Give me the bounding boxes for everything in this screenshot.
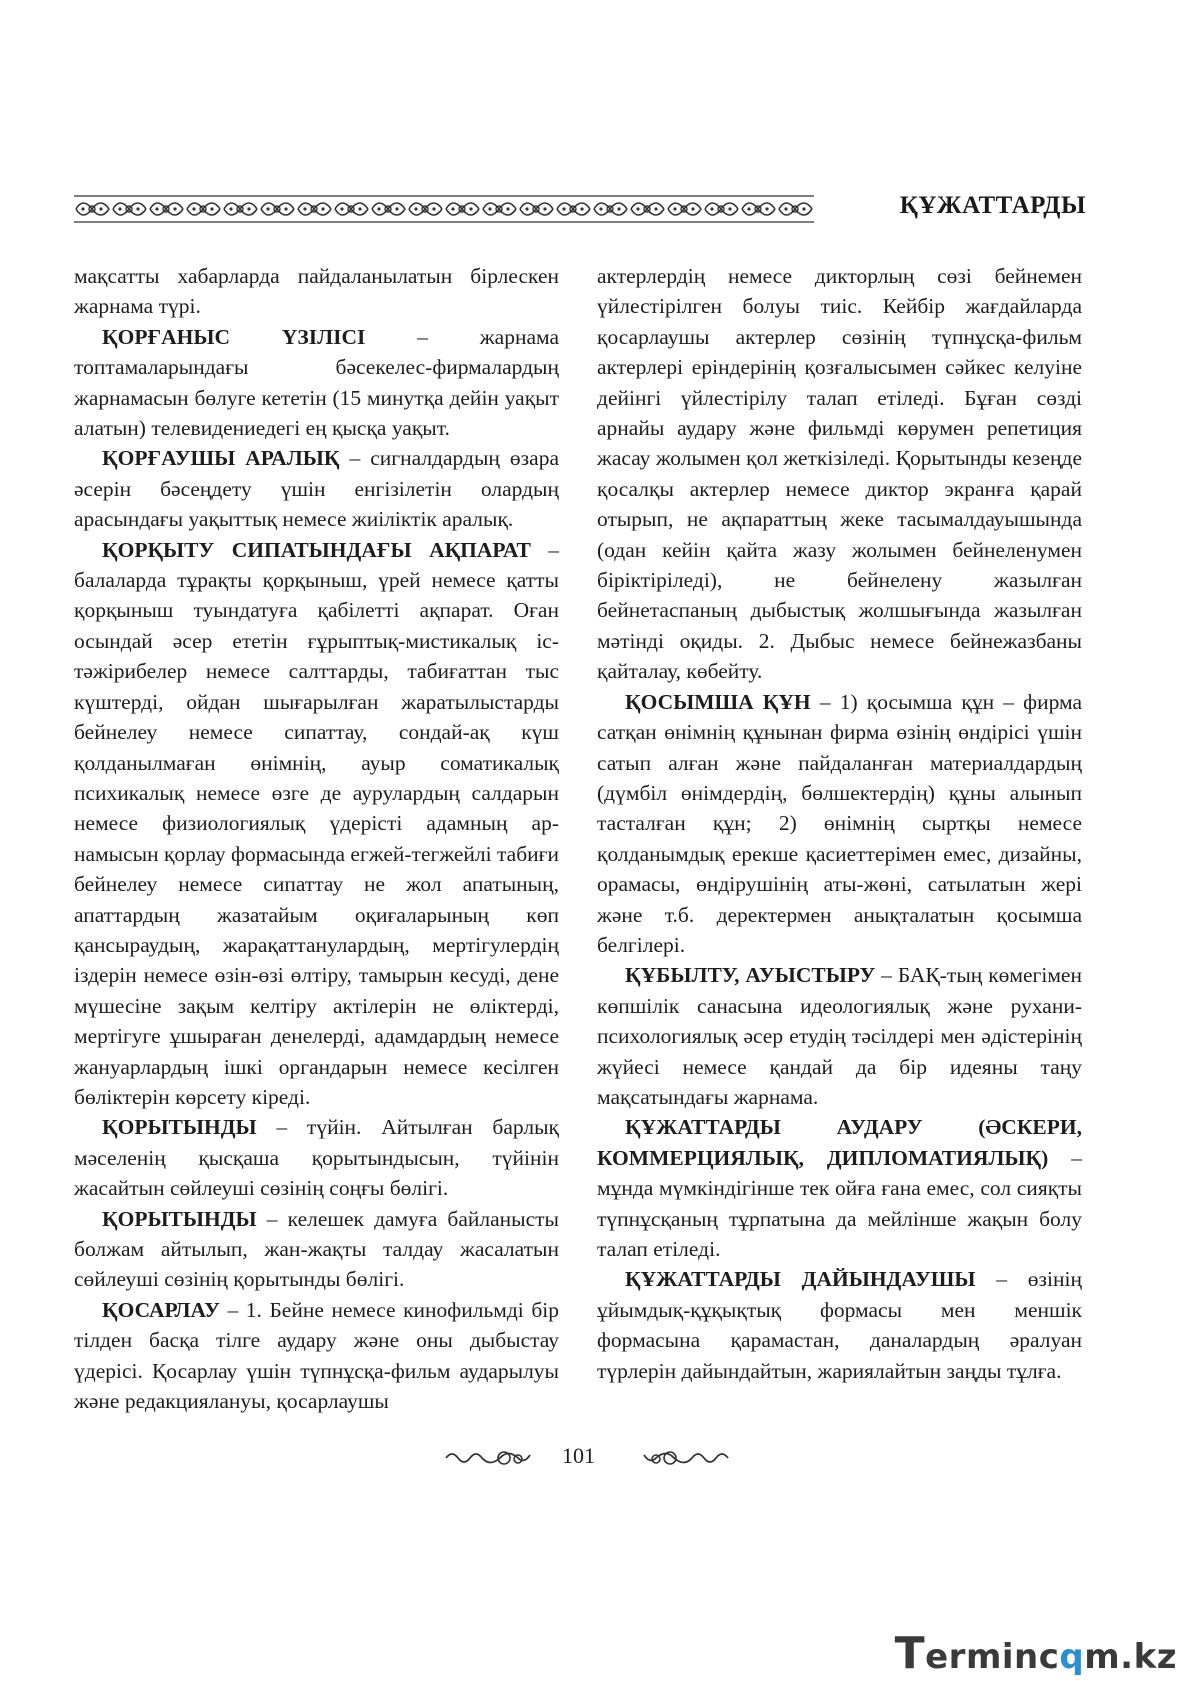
right-swirl-icon: [640, 1445, 730, 1471]
entry: [74, 322, 559, 444]
entry-term: ҚОСЫМША ҚҰН: [625, 689, 811, 714]
entry-text: – мұнда мүмкіндігінше тек ойға ғана емес, сол сияқты түпнұсқаның тұрпатына да мейлінше жақын болу талап етіледі.: [597, 1145, 1082, 1261]
entry-continuation: [597, 261, 1082, 687]
entry: [597, 687, 1082, 961]
entry-text: – сигналдардың өзара әсерін бәсеңдету үшін енгізілетін олардың арасындағы уақыттық немесе жиіліктік аралық.: [74, 446, 559, 532]
entry-text: – балаларда тұрақты қорқыныш, үрей немесе қатты қорқыныш туындатуға қабілетті ақпарат. Оған осындай әсер ететін ғұрыптық-мистикалық іс-тәжірибелер немесе салттарды, табиғаттан тыс күштерді, ойдан шығарылған жаратылыстарды бейнелеу немесе сипаттау, сондай-ақ күш қолданылмаған өнімнің, ауыр соматикалық психикалық немесе өзге де аурулардың салдарын немесе физиологиялық үдерісті адамның ар-намысын қорлау формасында егжей-тегжейлі табиғи бейнелеу немесе сипаттау не жол апатының, апаттардың жазатайым оқиғаларының көп қансыраудың, жарақаттанулардың, мертігулердің іздерін немесе өзін-өзі өлтіру, тамырын кесуді, дене мүшесіне зақым келтіру актілерін не өліктерді, мертігуге ұшыраған денелерді, адамдардың немесе жануарлардың ішкі органдарын немесе кесілген бөліктерін көрсету кіреді.: [74, 537, 559, 1109]
entry-text: – жарнама топтамаларындағы бәсекелес-фирмалардың жарнамасын бөлуге кететін (15 минутқа дейін уақыт алатын) телевидениедегі ең қысқа уақыт.: [74, 324, 559, 441]
header-title: ҚҰЖАТТАРДЫ: [899, 192, 1086, 219]
entry-term: ҚОРЫТЫНДЫ: [102, 1115, 257, 1140]
left-swirl-icon: [444, 1445, 534, 1471]
entry-term: ҚОРҒАУШЫ АРАЛЫҚ: [102, 446, 340, 471]
left-column: [74, 261, 559, 1416]
entry: [597, 1264, 1082, 1386]
entry-term: ҚОРЫТЫНДЫ: [102, 1206, 257, 1231]
entry-text: мақсатты хабарларда пайдаланылатын бірлескен жарнама түрі.: [74, 264, 559, 319]
watermark-logo: Termincqm.kz: [894, 1628, 1177, 1679]
entry-term: ҚҰБЫЛТУ, АУЫСТЫРУ: [625, 963, 876, 988]
entry: [74, 443, 559, 534]
entry-text: – өзінің ұйымдық-құқықтық формасы мен меншік формасына қарамастан, даналардың әралуан түрлерін дайындайтын, жариялайтын заңды тұлға.: [597, 1267, 1082, 1383]
running-header: [74, 192, 1086, 226]
entry-term: ҚҰЖАТТАРДЫ АУДАРУ (ӘСКЕРИ, КОММЕРЦИЯЛЫҚ, ДИПЛОМАТИЯЛЫҚ): [597, 1115, 1082, 1170]
page-number: 101: [562, 1443, 595, 1468]
entry: [597, 960, 1082, 1112]
entry: [74, 535, 559, 1113]
entry: [597, 1112, 1082, 1264]
ornamental-border-icon: [74, 194, 814, 224]
entry: [74, 1295, 559, 1417]
entry-term: ҚОРҒАНЫС ҮЗІЛІСІ: [102, 324, 366, 349]
entry-term: ҚОСАРЛАУ: [102, 1297, 220, 1322]
entry-text: – түйін. Айтылған барлық мәселенің қысқаша қорытындысын, түйінін жасайтын сөйлеуші сөзінің соңғы бөлігі.: [74, 1115, 559, 1201]
entry-text: – келешек дамуға байланысты болжам айтылып, жан-жақты талдау жасалатын сөйлеуші сөзінің қорытынды бөлігі.: [74, 1206, 559, 1292]
entry-continuation: [74, 261, 559, 322]
entry: [74, 1112, 559, 1203]
entry-text: – БАҚ-тың көмегімен көпшілік санасына идеологиялық және рухани-психологиялық әсер етудің тәсілдері мен әдістерінің жүйесі немесе қандай да бір идеяны таңу мақсатындағы жарнама.: [597, 963, 1082, 1109]
entry-text: – 1. Бейне немесе кинофильмді бір тілден басқа тілге аудару және оны дыбыстау үдерісі. Қосарлау үшін түпнұсқа-фильм аударылуы және редакциялануы, қосарлаушы: [74, 1297, 559, 1414]
page-footer: [0, 1443, 1191, 1483]
entry-term: ҚҰЖАТТАРДЫ ДАЙЫНДАУШЫ: [625, 1267, 976, 1292]
entry-text: – 1) қосымша құн – фирма сатқан өнімнің құнынан фирма өзінің өндірісі үшін сатып алған және пайдаланған материалдардың (дүмбіл өнімдердің, бөлшектердің) құны алынып тасталған құн; 2) өнімнің сыртқы немесе қолданымдық ерекше қасиеттерімен емес, дизайны, орамасы, өндірушінің аты-жөні, сатылатын жері және т.б. деректермен анықталатын қосымша белгілері.: [597, 689, 1083, 957]
entry: [74, 1204, 559, 1295]
entry-term: ҚОРҚЫТУ СИПАТЫНДАҒЫ АҚПАРАТ: [102, 537, 531, 562]
entry-text: актерлердің немесе дикторлың сөзі бейнемен үйлестірілген болуы тиіс. Кейбір жағдайларда қосарлаушы актерлер сөзінің түпнұсқа-фильм актерлері еріндерінің қозғалысымен сәйкес келуіне дейінгі үйлестірілу талап етіледі. Бұған сөзді арнайы аудару және фильмді көрумен репетиция жасау жолымен қол жеткізіледі. Қорытынды кезеңде қосалқы актерлер немесе диктор экранға қарай отырып, не ақпараттың жеке тасымалдауышында (одан кейін қайта жазу жолымен бейнеленумен біріктіріледі), не бейнелену жазылған бейнетаспаның дыбыстық жолшығында жазылған мәтінді оқиды. 2. Дыбыс немесе бейнежазбаны қайталау, көбейту.: [597, 264, 1082, 684]
right-column: [597, 261, 1082, 1386]
